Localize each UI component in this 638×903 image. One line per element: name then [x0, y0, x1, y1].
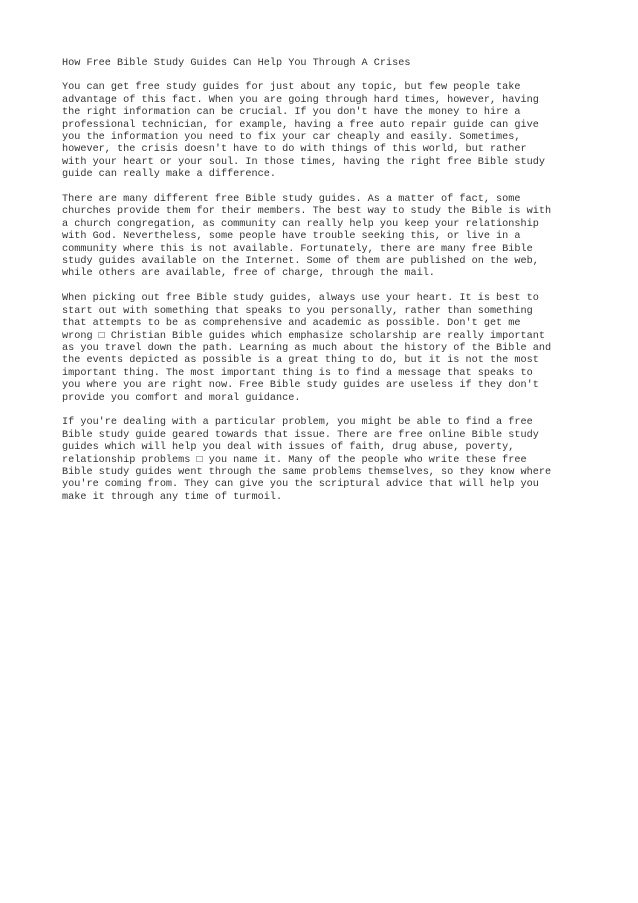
paragraph-1: You can get free study guides for just about any topic, but few people take advantage of this fact. When you are going through hard times, however, having the right information can be crucial. If you don't have the money to hire a professional technician, for example, having a free auto repair guide can give you the information you need to fix your car cheaply and easily. Sometimes, however, the crisis doesn't have to do with things of this world, but rather with your heart or your soul. In those times, having the right free Bible study guide can really make a difference. — [62, 82, 545, 181]
paragraph-2: There are many different free Bible study guides. As a matter of fact, some churches provide them for their members. The best way to study the Bible is with a church congregation, as community can really help you keep your relationship with God. Nevertheless, some people have trouble seeking this, or live in a community where this is not available. Fortunately, there are many free Bible study guides available on the Internet. Some of them are published on the web, while others are available, free of charge, through the mail. — [62, 194, 552, 280]
paragraph-4: If you're dealing with a particular problem, you might be able to find a free Bible study guide geared towards that issue. There are free online Bible study guides which will help you deal with issues of faith, drug abuse, poverty, relationship problems □ you name it. Many of the people who write these free Bible study guides went through the same problems themselves, so they know where you're coming from. They can give you the scriptural advice that will help you make it through any time of turmoil. — [62, 417, 552, 503]
document-body — [62, 58, 592, 517]
paragraph-3: When picking out free Bible study guides, always use your heart. It is best to start out with something that speaks to you personally, rather than something that attempts to be as comprehensive and academic as possible. Don't get me wrong □ Christian Bible guides which emphasize scholarship are really important as you travel down the path. Learning as much about the history of the Bible and the events depicted as possible is a great thing to do, but it is not the most important thing. The most important thing is to find a message that speaks to you where you are right now. Free Bible study guides are useless if they don't provide you comfort and moral guidance. — [62, 293, 552, 404]
document-title: How Free Bible Study Guides Can Help You Through A Crises — [62, 58, 411, 69]
